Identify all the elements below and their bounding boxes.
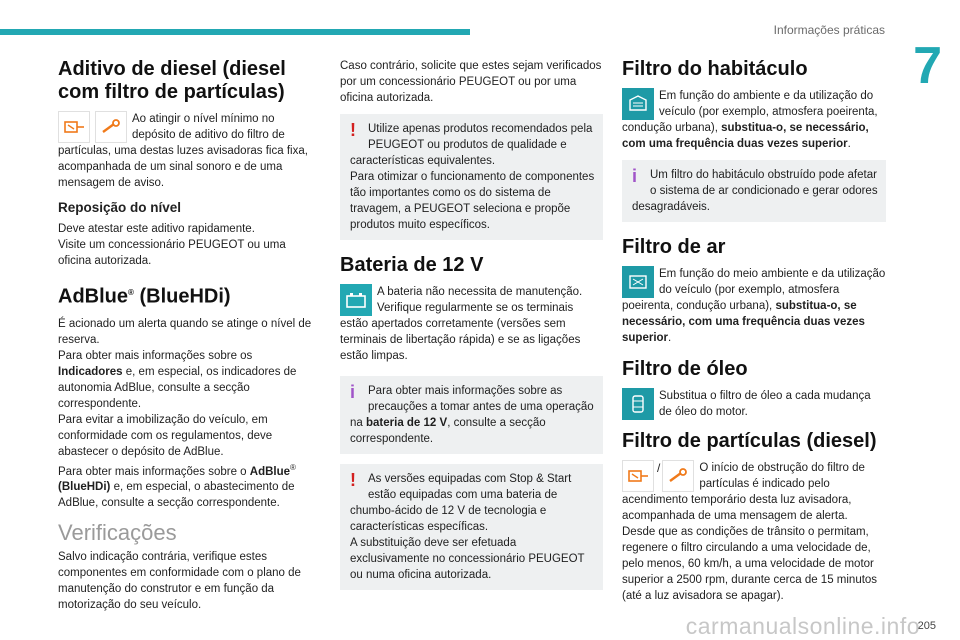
cabin-filter-icon — [622, 88, 654, 120]
fuel-additive-warning-icon — [622, 460, 654, 492]
col2-intro: Caso contrário, solicite que estes sejam verificados por um concessionário PEUGEOT ou por uma oficina autorizada. — [340, 60, 602, 104]
diesel-additive-text: Ao atingir o nível mínimo no depósito de aditivo do filtro de partículas, uma destas luzes avisadoras fica fixa, acompanhada de um sinal sonoro e de uma mensagem de aviso. — [58, 113, 308, 189]
column-2 — [340, 58, 603, 600]
warning-stop-start-text-1: As versões equipadas com Stop & Start estão equipadas com uma bateria de chumbo-ácido de 12 V de tecnologia e características específicas. — [350, 473, 572, 533]
air-filter-text: Em função do meio ambiente e da utilização do veículo (por exemplo, atmosfera poeirenta, condução urbana), substitua-o, se necessário, com uma frequência duas vezes superior. — [622, 268, 886, 344]
oil-filter-lead — [622, 388, 886, 420]
battery-text: A bateria não necessita de manutenção. Verifique regularmente se os terminais estão apertados corretamente (versões sem terminais de libertação rápida) e se as ligações estão limpas. — [340, 286, 583, 362]
level-reset-text-1: Deve atestar este aditivo rapidamente. — [58, 223, 255, 235]
section-title-cabin-filter: Filtro do habitáculo — [622, 58, 808, 80]
wrench-warning-icon — [95, 111, 127, 143]
adblue-text-1: É acionado um alerta quando se atinge o nível de reserva. — [58, 317, 312, 346]
warning-products-text-2: Para otimizar o funcionamento de componentes tão importantes como os do sistema de travagem, a PEUGEOT seleciona e propõe produtos muito específicos. — [350, 171, 595, 231]
info-cabin-filter-text: Um filtro do habitáculo obstruído pode afetar o sistema de ar condicionado e gerar odores desagradáveis. — [632, 169, 878, 213]
page-number: 205 — [917, 620, 936, 632]
cabin-filter-lead — [622, 88, 886, 152]
battery-icon — [340, 284, 372, 316]
section-title-level-reset: Reposição do nível — [58, 200, 182, 215]
column-1 — [58, 58, 320, 617]
header-accent-bar — [0, 29, 470, 35]
diesel-additive-lead — [58, 111, 320, 191]
air-filter-lead — [622, 266, 886, 346]
cabin-filter-text: Em função do ambiente e da utilização do veículo (por exemplo, atmosfera poeirenta, condução urbana), substitua-o, se necessário, com uma frequência duas vezes superior. — [622, 90, 878, 150]
exclamation-icon: ! — [350, 120, 356, 140]
oil-filter-icon — [622, 388, 654, 420]
particle-filter-text-2: Desde que as condições de trânsito o permitam, regenere o filtro circulando a uma velocidade de, pelo menos, 60 km/h, a uma velocidade de motor superior a 2500 rpm, durante cerca de 15 minutos (até a luz avisadora se apagar). — [622, 526, 878, 602]
info-box-battery — [340, 376, 603, 454]
warning-products-text-1: Utilize apenas produtos recomendados pela PEUGEOT ou produtos de qualidade e características equivalentes. — [350, 123, 593, 167]
section-title-checks: Verificações — [58, 520, 177, 546]
level-reset-text-2: Visite um concessionário PEUGEOT ou uma oficina autorizada. — [58, 239, 286, 267]
warning-box-stop-start — [340, 464, 603, 590]
section-title-oil-filter: Filtro de óleo — [622, 358, 748, 380]
oil-filter-text: Substitua o filtro de óleo a cada mudança de óleo do motor. — [659, 390, 871, 418]
checks-text: Salvo indicação contrária, verifique estes componentes em conformidade com o plano de manutenção do construtor e em função da motorização do seu veículo. — [58, 551, 301, 612]
section-title-adblue: AdBlue® (BlueHDi) — [58, 285, 231, 308]
adblue-text-3: Para evitar a imobilização do veículo, em conformidade com os regulamentos, deve abastecer o depósito de AdBlue. — [58, 413, 273, 458]
battery-lead — [340, 284, 603, 364]
air-filter-icon — [622, 266, 654, 298]
info-icon: i — [632, 166, 638, 186]
section-title-particle-filter: Filtro de partículas (diesel) — [622, 430, 877, 452]
section-title-battery: Bateria de 12 V — [340, 254, 484, 276]
wrench-warning-icon — [662, 460, 694, 492]
header-title: Informações práticas — [773, 23, 885, 37]
particle-filter-lead — [622, 460, 886, 524]
section-title-diesel-additive: Aditivo de diesel (diesel com filtro de partículas) — [58, 58, 286, 103]
adblue-text-4: Para obter mais informações sobre o AdBlue® (BlueHDi) e, em especial, o abastecimento de AdBlue, consulte a secção correspondente. — [58, 462, 296, 510]
exclamation-icon: ! — [350, 470, 356, 490]
particle-filter-text-1: O início de obstrução do filtro de partículas é indicado pelo acendimento temporário desta luz avisadora, acompanhada de uma mensagem de alerta. — [622, 462, 865, 522]
warning-box-products — [340, 114, 603, 240]
column-3 — [622, 58, 886, 608]
info-box-cabin-filter — [622, 160, 886, 222]
info-battery-text: Para obter mais informações sobre as precauções a tomar antes de uma operação na bateria de 12 V, consulte a secção correspondente. — [350, 385, 594, 445]
fuel-additive-warning-icon — [58, 111, 90, 143]
adblue-text-2: Para obter mais informações sobre os Indicadores e, em especial, os indicadores de autonomia AdBlue, consulte a secção correspondente. — [58, 349, 297, 410]
warning-stop-start-text-2: A substituição deve ser efetuada exclusivamente no concessionário PEUGEOT ou numa oficina autorizada. — [350, 537, 585, 581]
watermark: carmanualsonline.info — [685, 613, 920, 639]
icon-separator: / — [657, 461, 661, 475]
info-icon: i — [350, 382, 356, 402]
chapter-number: 7 — [913, 37, 942, 95]
section-title-air-filter: Filtro de ar — [622, 236, 726, 258]
